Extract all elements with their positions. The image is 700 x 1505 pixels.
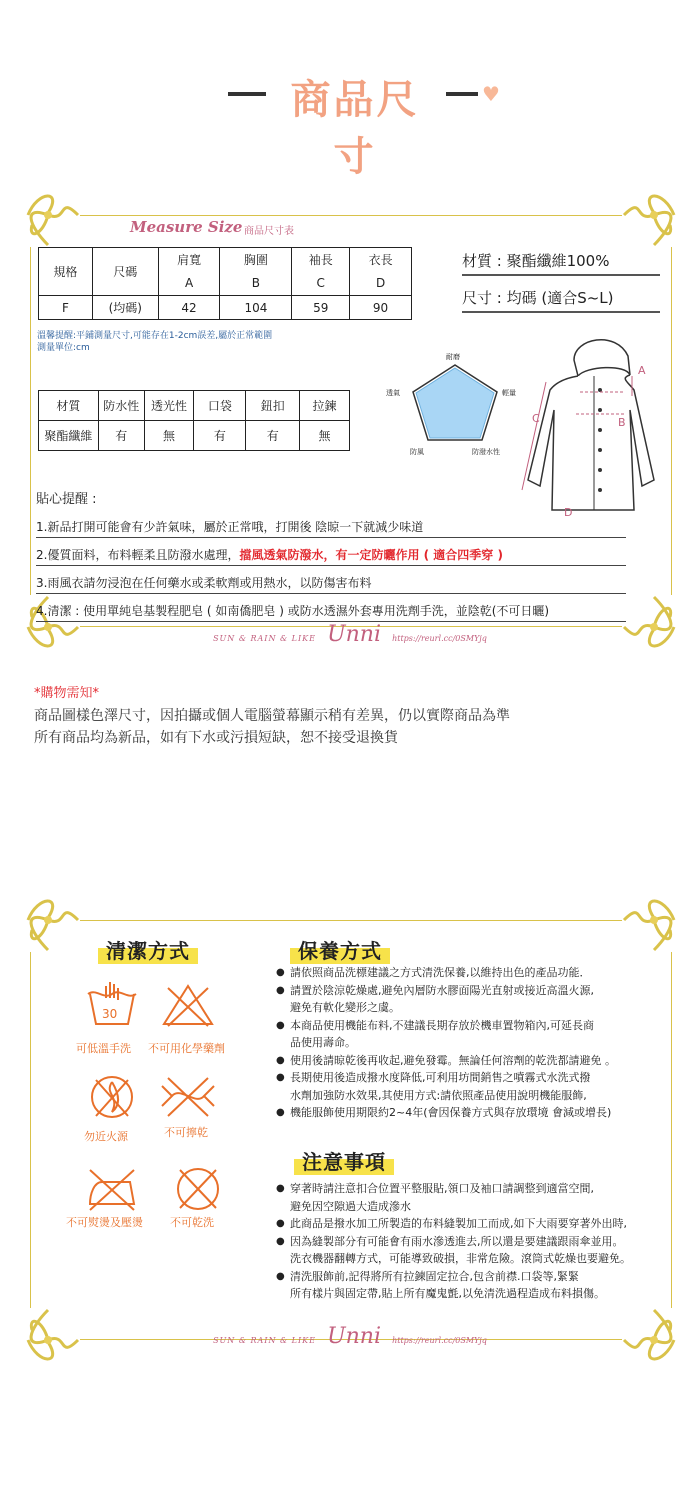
table-cell: 透光性 [144, 391, 194, 421]
purchase-notice [34, 683, 510, 749]
measure-subtitle: 商品尺寸表 [244, 226, 294, 237]
notes-line: 4.清潔 : 使用單純皂基製程肥皂 ( 如南僑肥皂 ) 或防水透濕外套專用洗劑手洗，並陰乾(不可日曬) [36, 600, 626, 622]
purchase-heading: *購物需知* [34, 686, 100, 701]
table-cell: 無 [144, 421, 194, 451]
signature-url[interactable]: https://reurl.cc/0SMYjq [392, 634, 487, 643]
signature-name: Unni [327, 1324, 381, 1349]
frame-edge [80, 215, 622, 216]
list-item: ● 使用後請晾乾後再收起,避免發霉。無論任何溶劑的乾洗都請避免 。 [276, 1052, 696, 1070]
list-item: 所有樣片與固定帶,貼上所有魔鬼氈,以免清洗過程造成布料損傷。 [290, 1287, 605, 1300]
table-cell: 無 [300, 421, 350, 451]
heart-icon: ♥ [482, 82, 500, 106]
list-item: 水劑加強防水效果,其使用方式:請依照產品使用說明機能服飾, [290, 1088, 587, 1102]
no-wring-icon [158, 1072, 218, 1122]
list-item: 避免因空隙過大造成滲水 [290, 1199, 411, 1213]
spec-material: 材質 : 聚酯纖維100% [462, 250, 660, 276]
table-cell: 肩寬 [158, 248, 220, 272]
table-cell: 有 [194, 421, 246, 451]
table-cell: 防水性 [98, 391, 144, 421]
table-cell: 衣長 [350, 248, 412, 272]
coat-label-b: B [618, 416, 626, 429]
wash-label: 可低溫手洗 [76, 1042, 131, 1055]
table-cell: 59 [292, 296, 350, 320]
table-cell: 材質 [39, 391, 99, 421]
frame-edge [80, 920, 622, 921]
page-title: 商品尺寸 [290, 77, 420, 180]
list-item: ● 此商品是撥水加工所製造的布料縫製加工而成,如下大雨要穿著外出時, [276, 1215, 696, 1233]
table-cell: 規格 [39, 248, 93, 296]
pentagon-label-left: 透氣 [386, 389, 400, 397]
list-item: 品使用壽命。 [290, 1036, 356, 1049]
list-item: ● 請置於陰涼乾燥處,避免內層防水膠面陽光直射或接近高溫火源, [276, 982, 696, 1000]
table-row [39, 296, 412, 320]
pentagon-label-bottom-left: 防風 [410, 448, 424, 456]
signature-url[interactable]: https://reurl.cc/0SMYjq [392, 1336, 487, 1345]
list-item: ● 因為縫製部分有可能會有雨水滲透進去,所以還是要建議跟雨傘並用。 [276, 1233, 696, 1251]
table-cell: D [350, 272, 412, 296]
wash-label: 不可擰乾 [164, 1126, 208, 1139]
list-item: ● 機能服飾使用期限約2~4年(會因保養方式與存放環境 會減或增長) [276, 1104, 696, 1122]
wash-label: 不可用化學藥劑 [148, 1042, 225, 1055]
list-item: 避免有軟化變形之虞。 [290, 1001, 400, 1014]
notes-text: 2.優質面料，布料輕柔且防潑水處理， [36, 548, 240, 562]
coat-label-c: C [532, 412, 540, 425]
table-cell: 鈕扣 [246, 391, 300, 421]
measure-title: Measure Size [130, 218, 243, 236]
table-row [39, 421, 350, 451]
feature-table [38, 390, 350, 451]
header-dash-right [446, 92, 478, 96]
size-table [38, 247, 412, 320]
notes-highlight: 擋風透氣防潑水，有一定防曬作用 ( 適合四季穿 ) [239, 548, 503, 562]
table-cell: 42 [158, 296, 220, 320]
hand-wash-icon [82, 980, 142, 1030]
notice-title: 注意事項 [294, 1146, 394, 1175]
table-cell: B [220, 272, 292, 296]
table-cell: C [292, 272, 350, 296]
table-cell: 袖長 [292, 248, 350, 272]
signature-brand: SUN & RAIN & LIKE [213, 634, 316, 643]
warm-tip-line: 測量單位:cm [37, 343, 90, 353]
coat-label-d: D [564, 506, 573, 519]
table-row [39, 248, 412, 272]
list-item: ● 長期使用後造成撥水度降低,可利用坊間銷售之噴霧式水洗式撥 [276, 1069, 696, 1087]
table-cell: F [39, 296, 93, 320]
feature-pentagon [380, 350, 530, 460]
table-cell: 聚酯纖維 [39, 421, 99, 451]
notice-list [276, 1180, 696, 1303]
table-cell: 有 [98, 421, 144, 451]
warm-tip [37, 330, 272, 354]
coat-label-a: A [638, 364, 646, 377]
signature-brand: SUN & RAIN & LIKE [213, 1336, 316, 1345]
care-list [276, 964, 696, 1122]
table-cell: 90 [350, 296, 412, 320]
no-bleach-icon [158, 980, 218, 1030]
table-cell: 拉鍊 [300, 391, 350, 421]
list-item: ● 清洗服飾前,記得將所有拉鍊固定拉合,包含前襟.口袋等,緊緊 [276, 1268, 696, 1286]
list-item: 洗衣機器翻轉方式，可能導致破損，非常危險。滾筒式乾燥也要避免。 [290, 1252, 631, 1265]
frame-edge [30, 952, 31, 1308]
pentagon-label-right: 輕量 [502, 389, 516, 397]
list-item: ● 請依照商品洗標建議之方式清洗保養,以維持出色的產品功能． [276, 964, 696, 982]
spec-size: 尺寸 : 均碼 (適合S~L) [462, 287, 660, 313]
purchase-line: 商品圖樣色澤尺寸，因拍攝或個人電腦螢幕顯示稍有差異，仍以實際商品為準 [34, 708, 510, 724]
notes-heading: 貼心提醒 : [36, 492, 97, 507]
frame-edge [30, 247, 31, 595]
no-fire-icon [82, 1072, 142, 1122]
list-item: ● 本商品使用機能布料,不建議長期存放於機車置物箱內,可延長商 [276, 1017, 696, 1035]
signature [0, 622, 700, 647]
table-cell: 口袋 [194, 391, 246, 421]
header-dash-left [228, 92, 266, 96]
signature [0, 1324, 700, 1349]
notes-line [36, 544, 626, 566]
ornament-corner-icon [18, 890, 80, 952]
table-cell: 104 [220, 296, 292, 320]
pentagon-label-bottom-right: 防潑水性 [472, 448, 500, 456]
signature-name: Unni [327, 622, 381, 647]
notes-line: 1.新品打開可能會有少許氣味，屬於正常哦，打開後 陰晾一下就減少味道 [36, 516, 626, 538]
table-cell: (均碼) [92, 296, 158, 320]
purchase-line: 所有商品均為新品，如有下水或污損短缺，恕不接受退換貨 [34, 730, 398, 746]
clean-title: 清潔方式 [98, 935, 198, 964]
section-header [0, 62, 700, 180]
table-cell: 胸圍 [220, 248, 292, 272]
table-cell: 尺碼 [92, 248, 158, 296]
care-title: 保養方式 [290, 935, 390, 964]
no-dry-clean-icon [168, 1164, 228, 1214]
wash-label: 不可熨燙及壓燙 [66, 1216, 143, 1229]
ornament-corner-icon [622, 185, 684, 247]
frame-edge [671, 247, 672, 595]
wash-label: 不可乾洗 [170, 1216, 214, 1229]
care-notes [36, 488, 626, 628]
table-cell: A [158, 272, 220, 296]
wash-temp: 30 [102, 1007, 118, 1021]
notes-line: 3.雨風衣請勿浸泡在任何藥水或柔軟劑或用熱水，以防傷害布料 [36, 572, 626, 594]
no-iron-icon [82, 1164, 142, 1214]
table-row [39, 391, 350, 421]
table-cell: 有 [246, 421, 300, 451]
wash-label: 勿近火源 [84, 1130, 128, 1143]
ornament-corner-icon [18, 185, 80, 247]
warm-tip-line: 溫馨提醒:平鋪測量尺寸,可能存在1-2cm誤差,屬於正常範圍 [37, 331, 273, 341]
ornament-corner-icon [622, 890, 684, 952]
list-item: ● 穿著時請注意扣合位置平整服貼,領口及袖口請調整到適當空間, [276, 1180, 696, 1198]
pentagon-label-top: 耐磨 [446, 353, 460, 361]
